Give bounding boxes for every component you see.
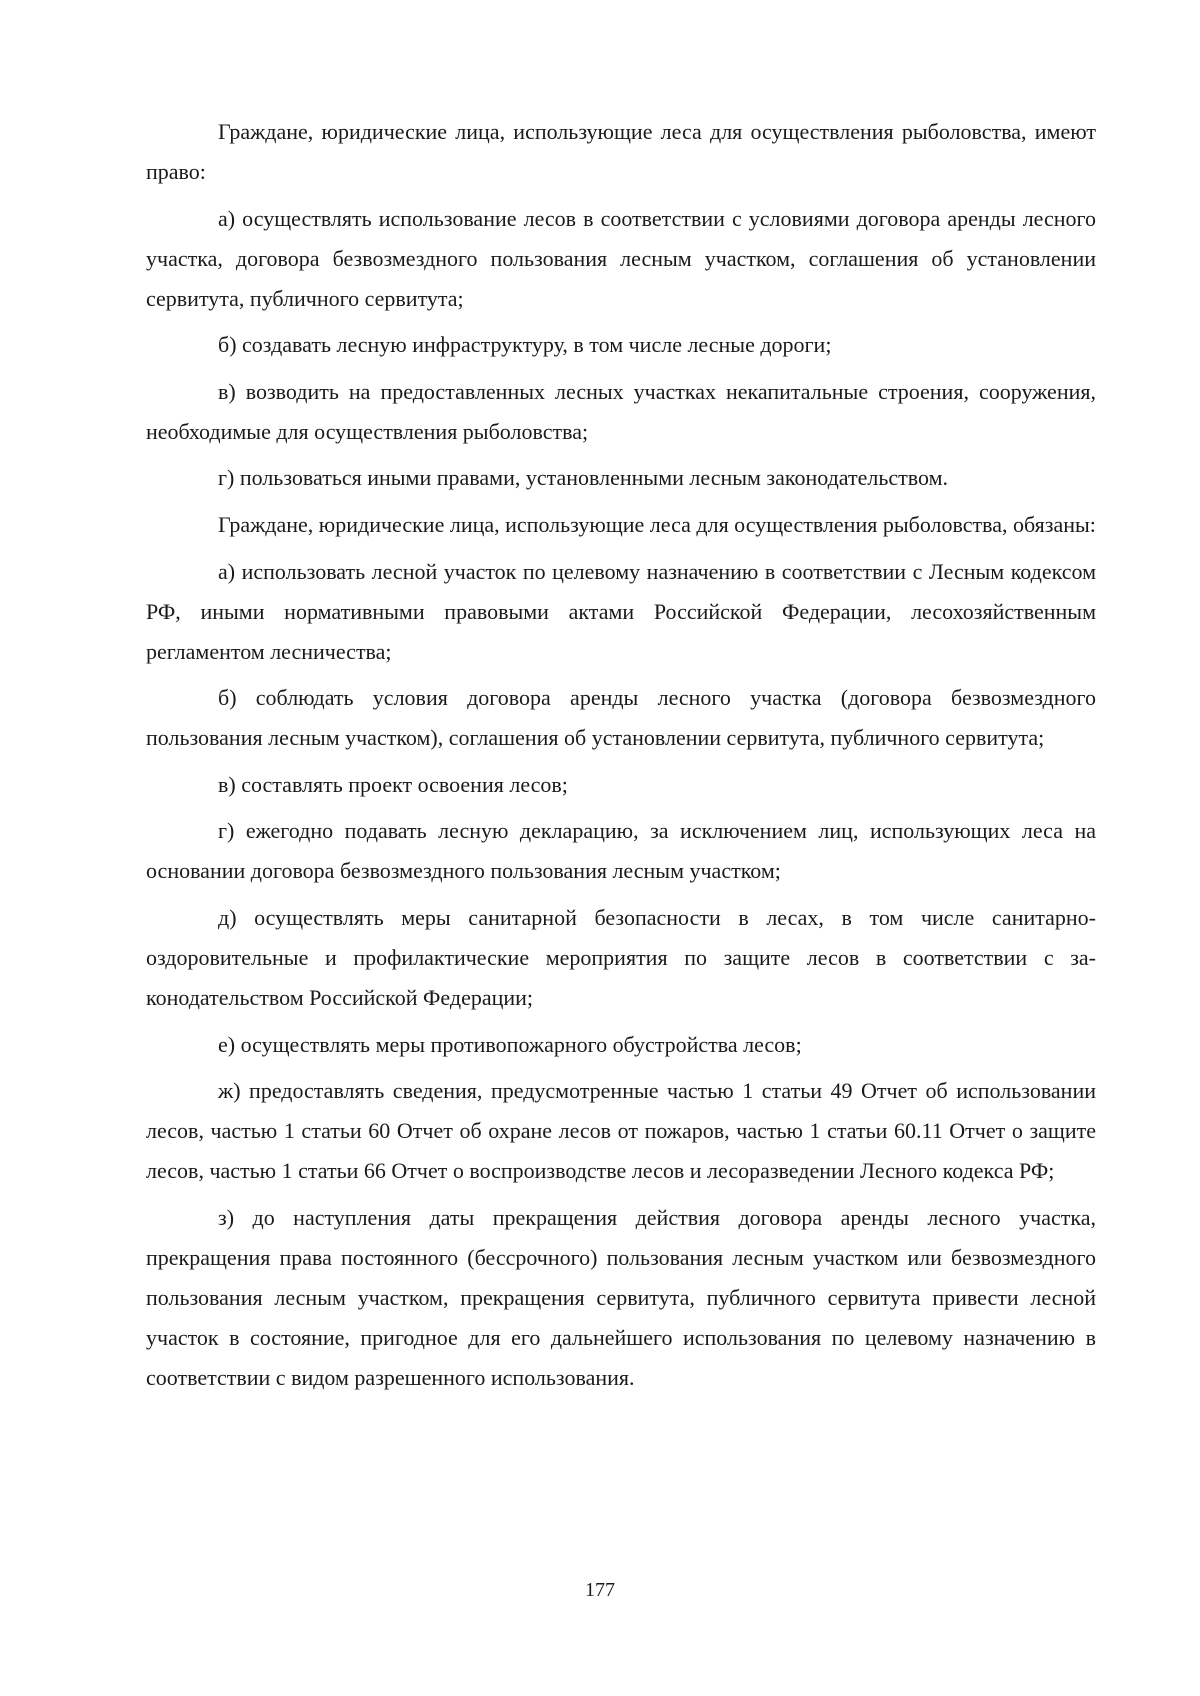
paragraph-right-v: в) возводить на предоставленных лесных участках некапитальные строения, сооружения, необходимые для осуществления рыболовства; bbox=[146, 378, 1096, 444]
paragraph-obligation-b: б) соблюдать условия договора аренды лесного участка (договора безвозмездного пользования лесным участком), соглашения об установлении сервитута, публичного сервитута; bbox=[146, 685, 1096, 751]
paragraph-obligation-v: в) составлять проект освоения лесов; bbox=[218, 771, 568, 797]
paragraph-obligation-a: а) использовать лесной участок по целевому назначению в соответствии с Лесным кодексом РФ, иными нормативными правовыми актами Российской Федерации, лесохозяйственным регламентом лесничества; bbox=[146, 558, 1096, 664]
paragraph-obligation-g: г) ежегодно подавать лесную декларацию, за исключением лиц, использующих леса на основании договора безвозмездного пользования лесным участком; bbox=[146, 818, 1096, 884]
page-number: 177 bbox=[585, 1579, 615, 1601]
paragraph-right-g: г) пользоваться иными правами, установленными лесным законодательством. bbox=[218, 465, 948, 491]
paragraph-fishing-rights-intro: Граждане, юридические лица, использующие леса для осуществления рыболовства, имеют право: bbox=[146, 119, 1096, 184]
paragraph-obligation-zh: ж) предоставлять сведения, предусмотренные частью 1 статьи 49 Отчет об использовании лесов, частью 1 статьи 60 Отчет об охране лесов от пожаров, частью 1 статьи 60.11 Отчет о защите лесов, частью 1 статьи 66 Отчет о воспроизводстве лесов и лесоразведении Лесного кодекса РФ; bbox=[146, 1078, 1096, 1184]
paragraph-obligations-intro: Граждане, юридические лица, использующие леса для осуществления рыболовства, обязаны: bbox=[218, 511, 1096, 537]
paragraph-obligation-d: д) осуществлять меры санитарной безопасности в лесах, в том числе санитарно-оздоровительные и профилактические мероприятия по защите лесов в соответствии с законодательством Российской Федерации; bbox=[146, 904, 1096, 1010]
paragraph-right-b: б) создавать лесную инфраструктуру, в том числе лесные дороги; bbox=[218, 332, 832, 358]
document-body bbox=[146, 112, 1096, 1404]
paragraph-right-a: а) осуществлять использование лесов в соответствии с условиями договора аренды лесного участка, договора безвозмездного пользования лесным участком, соглашения об установлении сервитута, публичного сервитута; bbox=[146, 205, 1096, 311]
paragraph-obligation-e: е) осуществлять меры противопожарного обустройства лесов; bbox=[218, 1031, 802, 1057]
paragraph-obligation-z: з) до наступления даты прекращения действия договора аренды лесного участка, прекращения права постоянного (бессрочного) пользования лесным участком или безвозмездного пользования лесным участком, прекращения сервитута, публичного сервитута привести лесной участок в состояние, пригодное для его дальнейшего использования по целевому назначению в соответствии с видом разрешенного использования. bbox=[146, 1204, 1096, 1390]
